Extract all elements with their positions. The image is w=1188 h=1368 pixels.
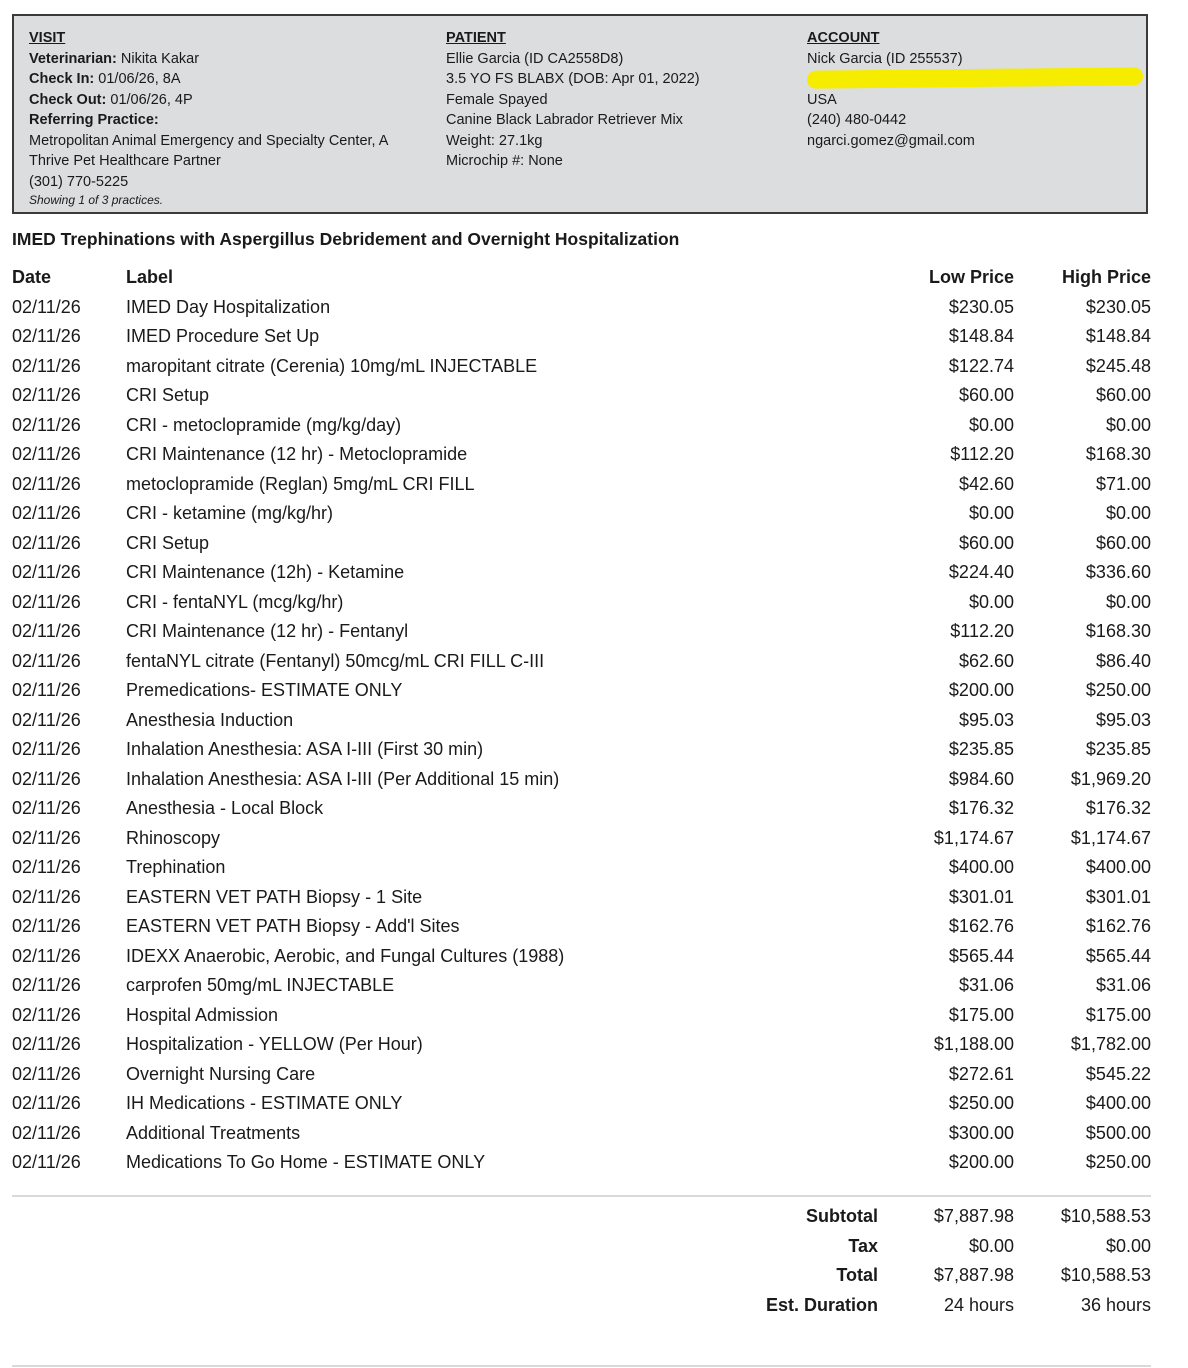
item-date: 02/11/26	[12, 1063, 81, 1084]
item-high-price: $175.00	[1085, 1004, 1151, 1025]
item-high-price: $230.05	[1085, 296, 1151, 317]
table-row	[12, 588, 1151, 618]
item-label: IDEXX Anaerobic, Aerobic, and Fungal Cultures (1988)	[126, 945, 565, 966]
item-label: CRI Maintenance (12 hr) - Metoclopramide	[126, 444, 468, 464]
item-date: 02/11/26	[12, 1004, 81, 1025]
table-row	[12, 617, 1151, 647]
item-low-price: $0.00	[968, 591, 1014, 612]
table-row	[12, 1001, 1151, 1031]
check-in-label: Check In:	[29, 71, 95, 87]
account-heading: ACCOUNT	[807, 30, 880, 46]
item-low-price: $250.00	[948, 1093, 1014, 1113]
item-label: EASTERN VET PATH Biopsy - Add'l Sites	[126, 916, 460, 936]
item-label: IH Medications - ESTIMATE ONLY	[126, 1093, 403, 1113]
veterinarian-label: Veterinarian:	[29, 50, 117, 67]
item-date: 02/11/26	[12, 296, 81, 317]
totals-high-value: $0.00	[1105, 1235, 1151, 1256]
practices-count-note: Showing 1 of 3 practices.	[29, 193, 164, 207]
patient-sex: Female Spayed	[446, 91, 548, 108]
item-date: 02/11/26	[12, 355, 81, 376]
totals-label: Total	[836, 1265, 878, 1285]
item-date: 02/11/26	[12, 473, 81, 494]
item-low-price: $148.84	[948, 326, 1014, 346]
item-low-price: $0.00	[968, 414, 1014, 435]
account-name-id: Nick Garcia (ID 255537)	[807, 50, 963, 67]
item-low-price: $60.00	[958, 385, 1014, 405]
check-out-label: Check Out:	[29, 91, 107, 108]
referring-practice-phone: (301) 770-5225	[29, 173, 129, 190]
table-row	[12, 647, 1151, 677]
estimate-table	[12, 263, 1151, 1178]
totals-row	[12, 1232, 1151, 1262]
item-high-price: $500.00	[1085, 1122, 1151, 1143]
referring-practice-name-line1: Metropolitan Animal Emergency and Specialty Center, A	[29, 132, 389, 149]
table-row	[12, 440, 1151, 470]
item-label: Hospital Admission	[126, 1004, 279, 1025]
column-header-high-price: High Price	[1061, 267, 1151, 287]
item-low-price: $31.06	[958, 975, 1014, 995]
item-low-price: $984.60	[948, 768, 1014, 789]
table-row	[12, 1089, 1151, 1119]
item-high-price: $235.85	[1085, 739, 1151, 759]
item-high-price: $168.30	[1085, 621, 1151, 641]
item-label: CRI - ketamine (mg/kg/hr)	[126, 503, 334, 523]
item-date: 02/11/26	[12, 739, 81, 759]
item-low-price: $162.76	[948, 916, 1014, 936]
totals-label: Tax	[848, 1235, 878, 1256]
item-label: CRI Maintenance (12 hr) - Fentanyl	[126, 621, 409, 641]
totals-high-value: $10,588.53	[1060, 1265, 1151, 1285]
check-in-value: 01/06/26, 8A	[98, 71, 181, 87]
item-low-price: $230.05	[948, 296, 1014, 317]
item-low-price: $112.20	[950, 444, 1014, 464]
item-low-price: $95.03	[958, 709, 1014, 730]
item-date: 02/11/26	[12, 886, 81, 907]
patient-microchip: Microchip #: None	[446, 153, 563, 169]
item-label: CRI Setup	[126, 532, 210, 553]
item-label: Trephination	[126, 857, 226, 877]
item-label: IMED Day Hospitalization	[126, 296, 331, 317]
item-label: CRI Setup	[126, 385, 210, 405]
item-date: 02/11/26	[12, 709, 81, 730]
visit-summary-box	[12, 14, 1148, 214]
item-date: 02/11/26	[12, 562, 81, 582]
table-row	[12, 411, 1151, 441]
table-row	[12, 470, 1151, 500]
item-high-price: $60.00	[1095, 385, 1151, 405]
item-date: 02/11/26	[12, 532, 81, 553]
item-date: 02/11/26	[12, 798, 81, 818]
item-label: metoclopramide (Reglan) 5mg/mL CRI FILL	[126, 473, 475, 494]
item-date: 02/11/26	[12, 444, 81, 464]
item-label: Medications To Go Home - ESTIMATE ONLY	[126, 1152, 486, 1172]
item-high-price: $250.00	[1085, 1152, 1151, 1172]
item-date: 02/11/26	[12, 621, 81, 641]
check-out-row	[29, 90, 429, 111]
item-label: Rhinoscopy	[126, 827, 221, 848]
check-in-row	[29, 69, 429, 90]
table-row	[12, 1060, 1151, 1090]
column-header-date: Date	[12, 267, 52, 287]
column-header-low-price: Low Price	[928, 267, 1014, 287]
column-header-label: Label	[126, 267, 174, 287]
totals-label: Subtotal	[806, 1206, 878, 1226]
item-high-price: $245.48	[1085, 355, 1151, 376]
item-low-price: $272.61	[948, 1063, 1014, 1084]
table-row	[12, 824, 1151, 854]
item-low-price: $565.44	[948, 945, 1014, 966]
item-date: 02/11/26	[12, 827, 81, 848]
item-label: Anesthesia Induction	[126, 709, 294, 730]
patient-weight: Weight: 27.1kg	[446, 132, 543, 149]
table-row	[12, 942, 1151, 972]
item-high-price: $162.76	[1085, 916, 1151, 936]
table-row	[12, 499, 1151, 529]
item-label: IMED Procedure Set Up	[126, 326, 320, 346]
referring-practice-name-line2: Thrive Pet Healthcare Partner	[29, 153, 221, 169]
account-section	[807, 28, 1137, 151]
table-row	[12, 1119, 1151, 1149]
item-low-price: $60.00	[958, 532, 1014, 553]
item-label: Overnight Nursing Care	[126, 1063, 316, 1084]
patient-section	[446, 28, 786, 172]
item-low-price: $400.00	[948, 857, 1014, 877]
totals-low-value: $0.00	[968, 1235, 1014, 1256]
item-low-price: $200.00	[948, 1152, 1014, 1172]
totals-section	[12, 1202, 1151, 1320]
item-date: 02/11/26	[12, 768, 81, 789]
item-label: Inhalation Anesthesia: ASA I-III (First 30 min)	[126, 739, 484, 759]
visit-heading: VISIT	[29, 30, 66, 46]
table-body	[12, 293, 1151, 1178]
table-row	[12, 883, 1151, 913]
item-label: Premedications- ESTIMATE ONLY	[126, 680, 403, 700]
item-date: 02/11/26	[12, 1122, 81, 1143]
item-date: 02/11/26	[12, 503, 81, 523]
item-low-price: $112.20	[950, 621, 1014, 641]
totals-divider	[12, 1195, 1151, 1197]
totals-row	[12, 1291, 1151, 1321]
item-high-price: $0.00	[1105, 591, 1151, 612]
item-high-price: $1,782.00	[1070, 1034, 1151, 1054]
table-row	[12, 853, 1151, 883]
item-low-price: $301.01	[948, 886, 1014, 907]
item-label: Hospitalization - YELLOW (Per Hour)	[126, 1034, 423, 1054]
item-low-price: $62.60	[958, 650, 1014, 671]
item-high-price: $400.00	[1085, 1093, 1151, 1113]
totals-label: Est. Duration	[765, 1294, 878, 1315]
check-out-value: 01/06/26, 4P	[110, 91, 193, 108]
item-label: EASTERN VET PATH Biopsy - 1 Site	[126, 886, 423, 907]
item-label: Additional Treatments	[126, 1122, 301, 1143]
item-high-price: $0.00	[1105, 503, 1151, 523]
totals-low-value: $7,887.98	[933, 1206, 1014, 1226]
item-low-price: $175.00	[948, 1004, 1014, 1025]
referring-practice-label: Referring Practice:	[29, 112, 159, 128]
table-row	[12, 322, 1151, 352]
item-high-price: $31.06	[1095, 975, 1151, 995]
item-high-price: $71.00	[1095, 473, 1151, 494]
item-high-price: $86.40	[1095, 650, 1151, 671]
table-row	[12, 1030, 1151, 1060]
item-high-price: $301.01	[1085, 886, 1151, 907]
item-label: fentaNYL citrate (Fentanyl) 50mcg/mL CRI FILL C-III	[126, 650, 545, 671]
table-row	[12, 558, 1151, 588]
item-low-price: $224.40	[948, 562, 1014, 582]
item-label: carprofen 50mg/mL INJECTABLE	[126, 975, 395, 995]
item-date: 02/11/26	[12, 945, 81, 966]
item-low-price: $176.32	[948, 798, 1014, 818]
item-label: maropitant citrate (Cerenia) 10mg/mL INJECTABLE	[126, 355, 538, 376]
item-high-price: $60.00	[1095, 532, 1151, 553]
item-label: Inhalation Anesthesia: ASA I-III (Per Additional 15 min)	[126, 768, 560, 789]
item-date: 02/11/26	[12, 326, 81, 346]
item-high-price: $95.03	[1095, 709, 1151, 730]
item-low-price: $42.60	[958, 473, 1014, 494]
table-row	[12, 912, 1151, 942]
item-low-price: $200.00	[948, 680, 1014, 700]
item-high-price: $1,969.20	[1070, 768, 1151, 789]
veterinarian-value: Nikita Kakar	[120, 50, 200, 67]
item-low-price: $0.00	[968, 503, 1014, 523]
item-label: CRI - metoclopramide (mg/kg/day)	[126, 414, 402, 435]
patient-age-dob: 3.5 YO FS BLABX (DOB: Apr 01, 2022)	[446, 71, 700, 87]
account-phone: (240) 480-0442	[807, 112, 907, 128]
item-high-price: $176.32	[1085, 798, 1151, 818]
item-high-price: $148.84	[1085, 326, 1151, 346]
table-row	[12, 381, 1151, 411]
table-row	[12, 352, 1151, 382]
totals-row	[12, 1202, 1151, 1232]
totals-row	[12, 1261, 1151, 1291]
item-date: 02/11/26	[12, 650, 81, 671]
table-row	[12, 293, 1151, 323]
item-low-price: $1,174.67	[933, 827, 1014, 848]
veterinarian-row	[29, 49, 429, 70]
item-high-price: $0.00	[1105, 414, 1151, 435]
table-row	[12, 971, 1151, 1001]
table-header	[12, 263, 1151, 293]
table-row	[12, 765, 1151, 795]
item-label: Anesthesia - Local Block	[126, 798, 324, 818]
item-date: 02/11/26	[12, 591, 81, 612]
item-low-price: $1,188.00	[933, 1034, 1014, 1054]
item-high-price: $336.60	[1085, 562, 1151, 582]
item-low-price: $122.74	[948, 355, 1014, 376]
bottom-divider	[12, 1365, 1151, 1367]
totals-low-value: 24 hours	[943, 1294, 1014, 1315]
item-date: 02/11/26	[12, 414, 81, 435]
item-date: 02/11/26	[12, 385, 81, 405]
item-high-price: $545.22	[1085, 1063, 1151, 1084]
item-date: 02/11/26	[12, 916, 81, 936]
item-date: 02/11/26	[12, 1093, 81, 1113]
item-date: 02/11/26	[12, 975, 81, 995]
item-date: 02/11/26	[12, 680, 81, 700]
totals-high-value: $10,588.53	[1060, 1206, 1151, 1226]
item-high-price: $400.00	[1085, 857, 1151, 877]
item-high-price: $250.00	[1085, 680, 1151, 700]
item-low-price: $235.85	[948, 739, 1014, 759]
table-row	[12, 735, 1151, 765]
patient-name-id: Ellie Garcia (ID CA2558D8)	[446, 50, 624, 67]
item-label: CRI - fentaNYL (mcg/kg/hr)	[126, 591, 344, 612]
table-row	[12, 676, 1151, 706]
item-high-price: $1,174.67	[1070, 827, 1151, 848]
table-row	[12, 529, 1151, 559]
account-email: ngarci.gomez@gmail.com	[807, 132, 975, 149]
patient-breed: Canine Black Labrador Retriever Mix	[446, 112, 683, 128]
table-row	[12, 1148, 1151, 1178]
item-high-price: $168.30	[1085, 444, 1151, 464]
account-country: USA	[807, 91, 837, 108]
item-date: 02/11/26	[12, 1152, 81, 1172]
item-low-price: $300.00	[948, 1122, 1014, 1143]
totals-low-value: $7,887.98	[933, 1265, 1014, 1285]
visit-section	[29, 28, 429, 208]
item-high-price: $565.44	[1085, 945, 1151, 966]
item-date: 02/11/26	[12, 1034, 81, 1054]
redaction-highlight	[807, 67, 1143, 89]
patient-heading: PATIENT	[446, 30, 506, 46]
item-date: 02/11/26	[12, 857, 81, 877]
table-row	[12, 794, 1151, 824]
totals-high-value: 36 hours	[1080, 1294, 1151, 1315]
table-row	[12, 706, 1151, 736]
treatment-plan-title: IMED Trephinations with Aspergillus Debridement and Overnight Hospitalization	[12, 229, 680, 249]
item-label: CRI Maintenance (12h) - Ketamine	[126, 562, 405, 582]
